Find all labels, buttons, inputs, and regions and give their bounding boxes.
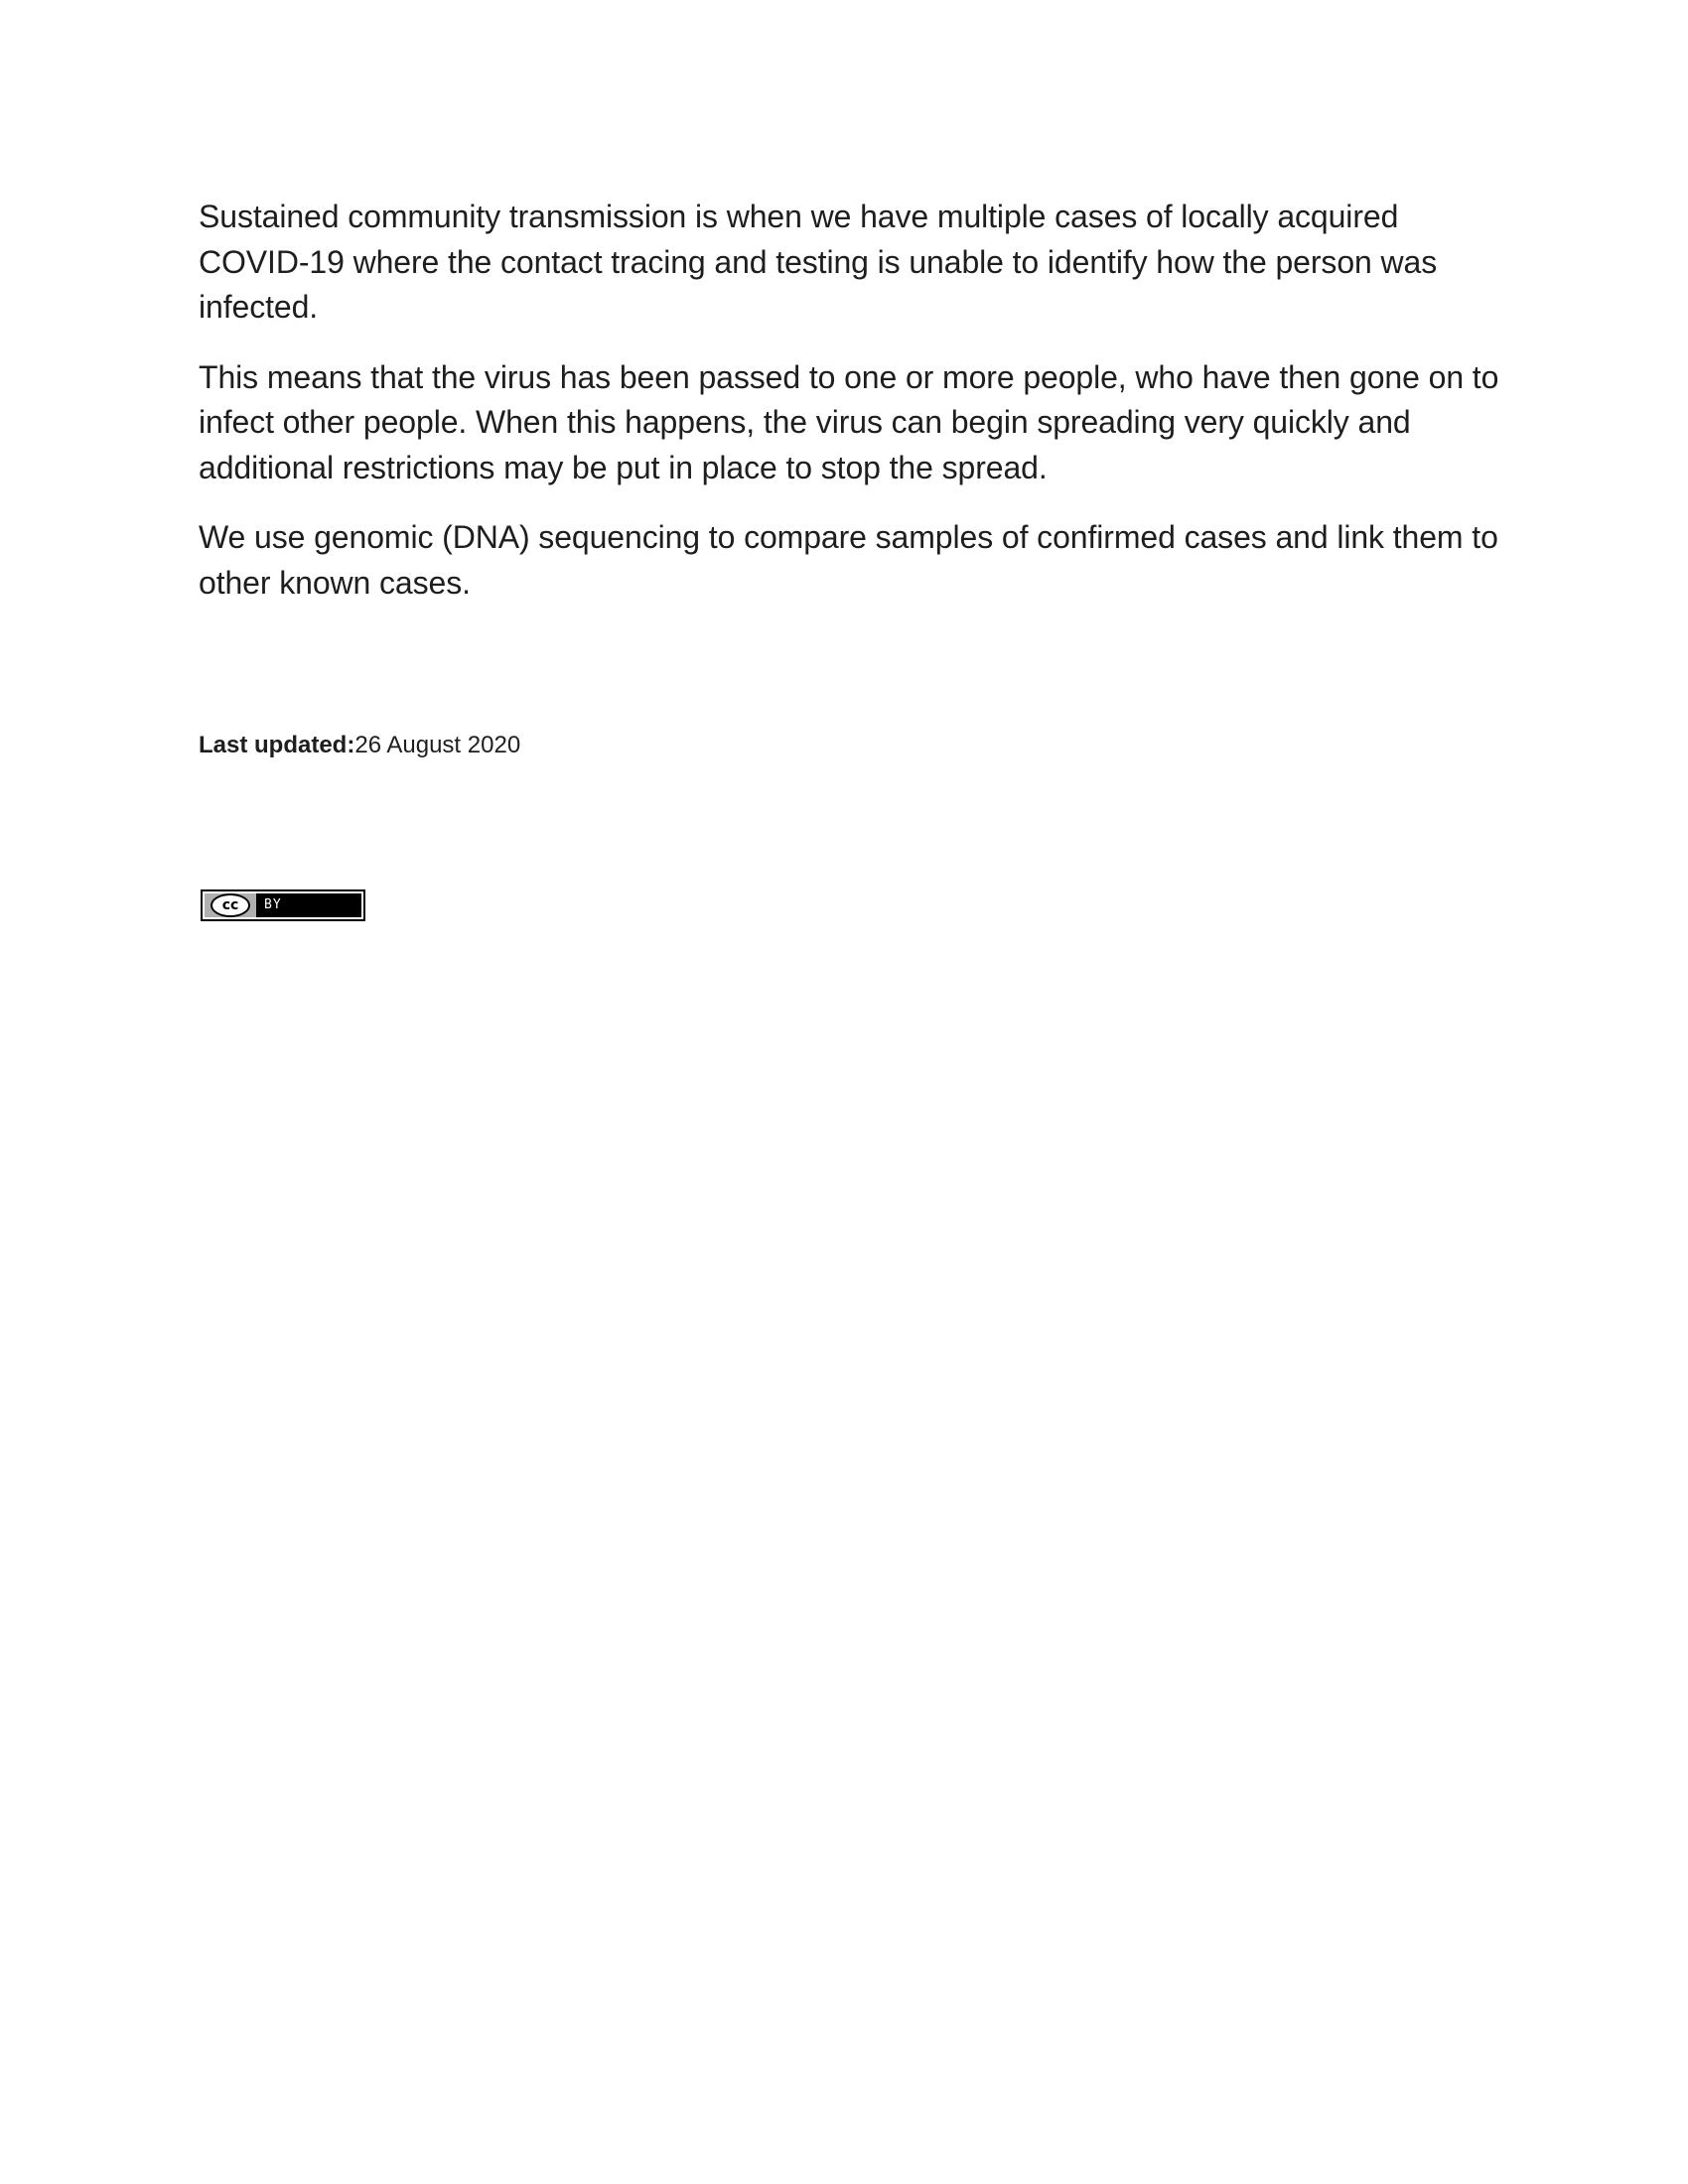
- last-updated-date: 26 August 2020: [354, 732, 521, 758]
- paragraph-community-transmission: Sustained community transmission is when we have multiple cases of locally acquired COVID-19 where the contact tracing and testing is unable to identify how the person was infected.: [199, 199, 1438, 325]
- paragraph-virus-spread: This means that the virus has been passed to one or more people, who have then gone on to infect other people. When this happens, the virus can begin spreading very quickly and additional restrictions may be put in place to stop the spread.: [199, 358, 1499, 485]
- creative-commons-icon: [201, 889, 365, 921]
- paragraph-genomic-sequencing: We use genomic (DNA) sequencing to compare samples of confirmed cases and link them to other known cases.: [199, 519, 1498, 601]
- last-updated-label: Last updated:: [199, 732, 355, 758]
- last-updated: [199, 731, 520, 760]
- cc-circle-label: cc: [211, 893, 250, 917]
- cc-by-label: BY: [264, 897, 282, 912]
- body-content: [199, 195, 1509, 630]
